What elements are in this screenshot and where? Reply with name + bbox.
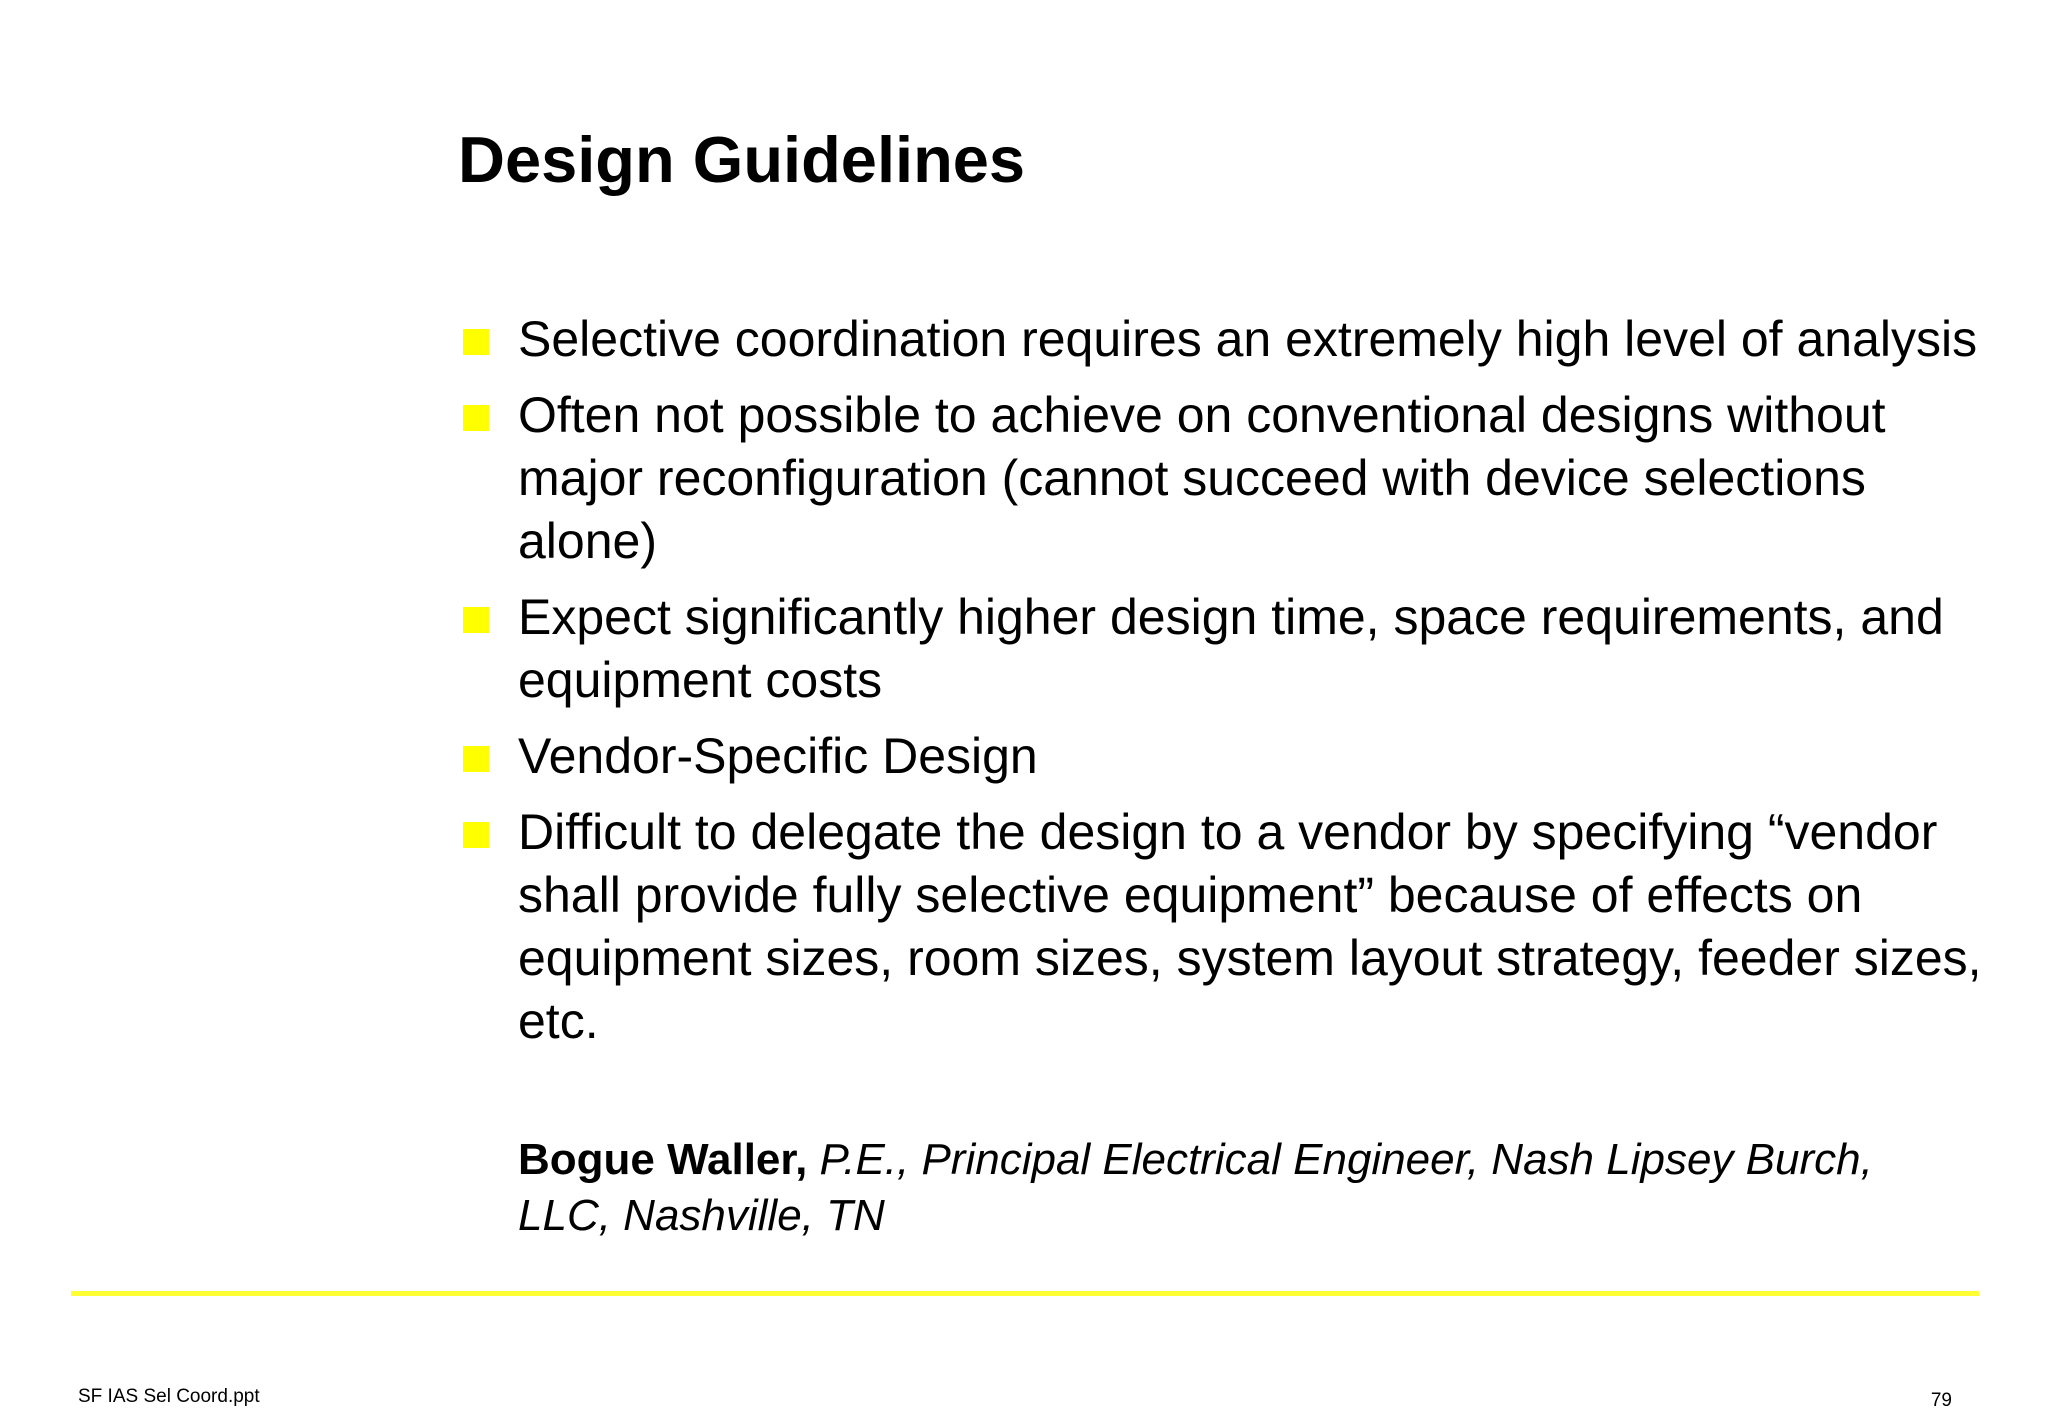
footer-file-name: SF IAS Sel Coord.ppt	[78, 1386, 260, 1407]
page-number: 79	[1930, 1390, 1952, 1411]
square-bullet-icon	[463, 405, 489, 431]
square-bullet-icon	[463, 746, 489, 772]
bullet-text: Vendor-Specific Design	[518, 728, 1038, 784]
bullet-list	[458, 308, 1998, 1066]
bullet-text: Selective coordination requires an extremely high level of analysis	[518, 311, 1978, 367]
slide-title: Design Guidelines	[458, 123, 1026, 196]
square-bullet-icon	[463, 822, 489, 848]
bullet-item	[458, 586, 1998, 712]
bullet-text: Expect significantly higher design time, space requirements, and equipment costs	[518, 589, 1944, 708]
footer-divider	[71, 1291, 1979, 1296]
attribution-role: P.E., Principal Electrical Engineer, Nash Lipsey Burch, LLC, Nashville, TN	[518, 1135, 1873, 1240]
square-bullet-icon	[463, 329, 489, 355]
bullet-item	[458, 308, 1998, 371]
bullet-item	[458, 384, 1998, 573]
attribution	[518, 1132, 1958, 1244]
bullet-item	[458, 725, 1998, 788]
attribution-name: Bogue Waller,	[518, 1135, 808, 1184]
bullet-item	[458, 801, 1998, 1053]
bullet-text: Often not possible to achieve on conventional designs without major reconfiguration (cannot succeed with device selections alone)	[518, 387, 1886, 569]
square-bullet-icon	[463, 607, 489, 633]
bullet-text: Difficult to delegate the design to a vendor by specifying “vendor shall provide fully selective equipment” because of effects on equipment sizes, room sizes, system layout strategy, feeder sizes, etc.	[518, 804, 1982, 1049]
